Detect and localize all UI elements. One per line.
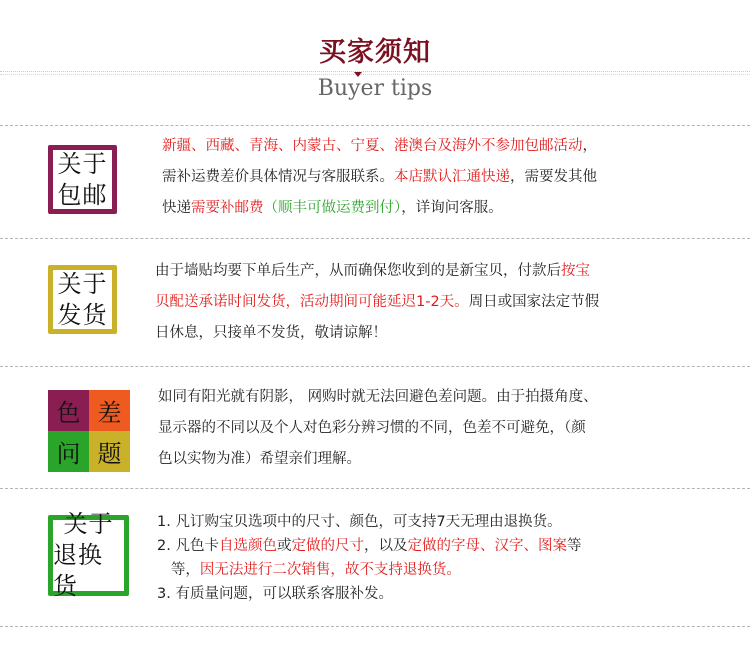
header-divider-secondary — [0, 74, 750, 75]
highlight-red: 定做的尺寸 — [291, 538, 364, 554]
text-segment: 等 — [566, 538, 582, 554]
highlight-red: 贝配送承诺时间发货，活动期间可能延迟1-2天。 — [155, 294, 469, 310]
header — [0, 0, 750, 110]
text-line — [157, 582, 581, 606]
delivery-policy-text — [155, 256, 599, 349]
highlight-red: 定做的字母、汉字、图案 — [407, 538, 567, 554]
text-segment: 如同有阳光就有阴影， 网购时就无法回避色差问题。由于拍摄角度、 — [158, 389, 598, 405]
text-line — [158, 382, 598, 413]
badge-line: 发货 — [57, 300, 108, 329]
text-segment: 2. 凡色卡 — [157, 538, 219, 554]
header-divider — [0, 71, 750, 72]
highlight-red: 本店默认汇通快递 — [394, 169, 510, 185]
text-segment: 由于墙贴均要下单后生产，从而确保您收到的是新宝贝，付款后 — [155, 263, 561, 279]
badge-line: 关于 — [57, 269, 108, 298]
delivery-badge — [48, 265, 117, 334]
returns-badge — [48, 510, 129, 600]
text-segment: 显示器的不同以及个人对色彩分辨习惯的不同，色差不可避免，（颜 — [158, 420, 586, 436]
text-segment: ，详询问客服。 — [401, 200, 503, 216]
section-divider — [0, 626, 750, 627]
text-segment: ，以及 — [363, 538, 408, 554]
text-segment: 快递 — [162, 200, 191, 216]
section-divider — [0, 238, 750, 239]
section-divider — [0, 488, 750, 489]
text-segment: ，需要发其他 — [510, 169, 597, 185]
text-line — [162, 131, 597, 162]
color-difference-badge — [48, 390, 130, 472]
color-difference-text — [158, 382, 598, 475]
badge-line: 退换货 — [53, 541, 103, 600]
badge-cell: 问 — [48, 431, 89, 472]
section-divider — [0, 125, 750, 126]
badge-line: 关于 — [63, 510, 114, 538]
text-segment: 1. 凡订购宝贝选项中的尺寸、颜色，可支持7天无理由退换货。 — [157, 514, 562, 530]
text-line — [162, 162, 597, 193]
text-segment: 色以实物为准）希望亲们理解。 — [158, 451, 361, 467]
text-line — [155, 318, 599, 349]
text-line — [158, 444, 598, 475]
page-subtitle: Buyer tips — [317, 76, 433, 101]
returns-policy-text — [157, 510, 581, 606]
text-line — [155, 256, 599, 287]
section-divider — [0, 366, 750, 367]
badge-line: 包邮 — [57, 180, 108, 209]
text-segment: 需补运费差价具体情况与客服联系。 — [162, 169, 394, 185]
badge-line: 关于 — [57, 149, 108, 178]
text-segment: ， — [582, 138, 597, 154]
text-line — [157, 558, 581, 582]
shipping-policy-text — [162, 131, 597, 224]
page-title: 买家须知 — [319, 37, 431, 68]
badge-cell: 差 — [89, 390, 130, 431]
highlight-red: 按宝 — [561, 263, 590, 279]
text-segment: 等， — [157, 562, 200, 578]
text-line — [158, 413, 598, 444]
highlight-red: 需要补邮费 — [191, 200, 264, 216]
badge-cell: 题 — [89, 431, 130, 472]
highlight-red: 新疆、西藏、青海、内蒙古、宁夏、港澳台及海外不参加包邮活动 — [162, 138, 583, 154]
shipping-badge — [48, 145, 117, 214]
highlight-red: 因无法进行二次销售，故不支持退换货。 — [199, 562, 461, 578]
text-line — [162, 193, 597, 224]
text-segment: 日休息，只接单不发货，敬请谅解！ — [155, 325, 387, 341]
badge-cell: 色 — [48, 390, 89, 431]
highlight-green: （顺丰可做运费到付） — [263, 200, 402, 216]
text-segment: 或 — [276, 538, 292, 554]
highlight-red: 自选颜色 — [218, 538, 277, 554]
text-line — [157, 534, 581, 558]
text-segment: 周日或国家法定节假 — [468, 294, 600, 310]
text-segment: 3. 有质量问题，可以联系客服补发。 — [157, 586, 393, 602]
text-line — [155, 287, 599, 318]
text-line — [157, 510, 581, 534]
